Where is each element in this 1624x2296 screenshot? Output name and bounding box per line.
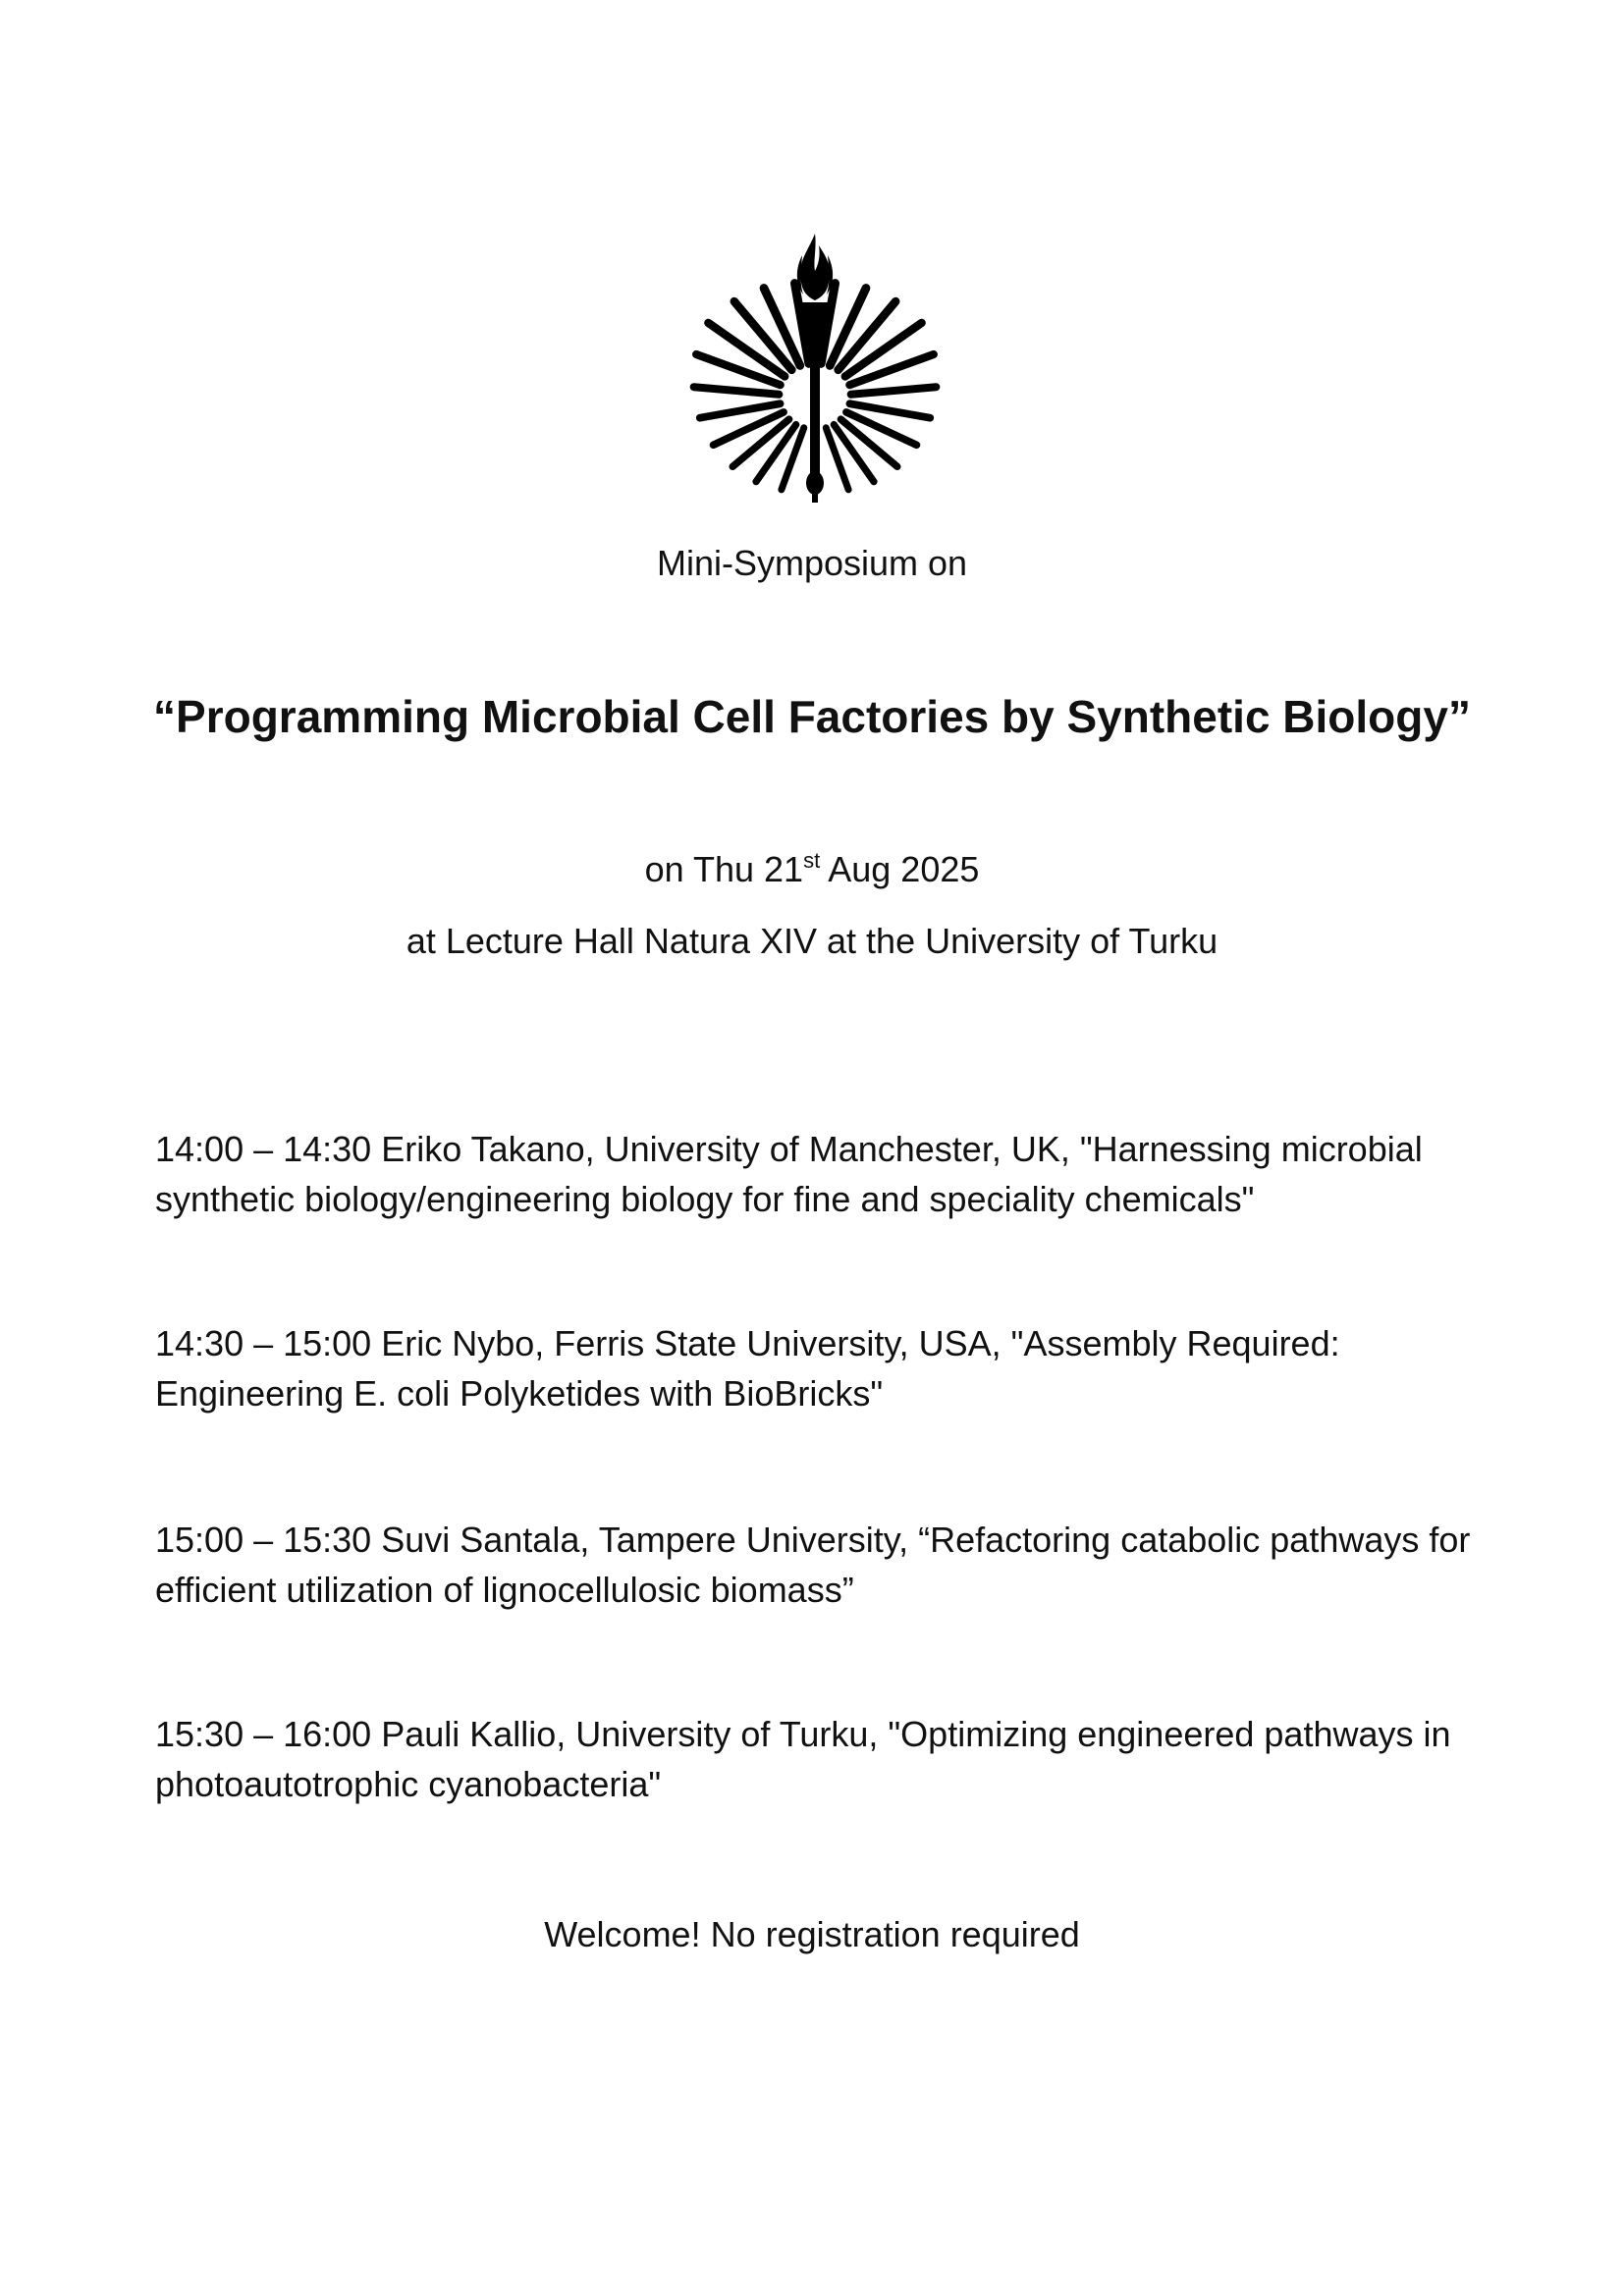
symposium-title: “Programming Microbial Cell Factories by Synthetic Biology” [153,691,1471,742]
symposium-subtitle: Mini-Symposium on [656,543,968,583]
talk-item-2: 14:30 – 15:00 Eric Nybo, Ferris State University, USA, "Assembly Required: Engineering E. coli Polyketides with BioBricks" [155,1323,1340,1414]
event-date [0,849,1624,890]
event-venue: at Lecture Hall Natura XIV at the University of Turku [406,921,1218,961]
talk-item-1: 14:00 – 14:30 Eriko Takano, University of Manchester, UK, "Harnessing microbial synthetic biology/engineering biology for fine and speciality chemicals" [155,1129,1423,1219]
talk-item-3: 15:00 – 15:30 Suvi Santala, Tampere University, “Refactoring catabolic pathways for efficient utilization of lignocellulosic biomass” [155,1520,1471,1610]
event-date-ordinal: st [803,848,821,873]
university-logo-icon [687,226,943,510]
event-date-suffix: Aug 2025 [820,849,980,889]
event-date-prefix: on Thu 21 [644,849,804,889]
talk-schedule [155,1124,1520,1809]
welcome-note: Welcome! No registration required [544,1914,1080,1954]
talk-item-4: 15:30 – 16:00 Pauli Kallio, University of Turku, "Optimizing engineered pathways in photoautotrophic cyanobacteria" [155,1714,1451,1804]
